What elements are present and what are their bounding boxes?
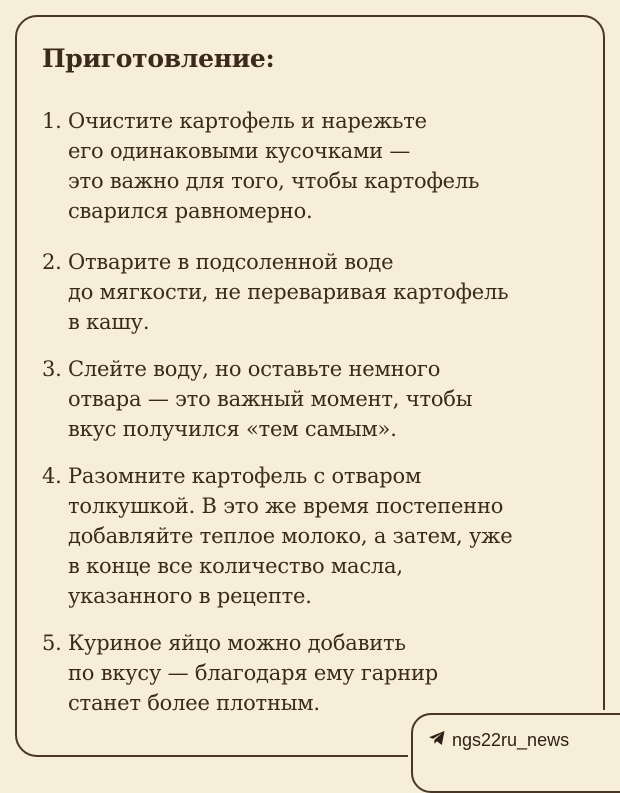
step-text: Очистите картофель и нарежьте его одинаковыми кусочками — это важно для того, чтобы картофель сварился равномерно.: [68, 109, 480, 223]
step-item: [42, 628, 582, 718]
step-number: 4.: [42, 464, 62, 488]
step-item: [42, 461, 582, 611]
step-item: [42, 106, 582, 226]
section-title: Приготовление:: [42, 44, 275, 73]
step-number: 2.: [42, 250, 62, 274]
step-number: 3.: [42, 357, 62, 381]
step-number: 5.: [42, 631, 62, 655]
step-item: [42, 354, 582, 444]
step-text: Слейте воду, но оставьте немного отвара — это важный момент, чтобы вкус получился «тем самым».: [68, 357, 473, 441]
step-text: Отварите в подсоленной воде до мягкости, не переваривая картофель в кашу.: [68, 250, 509, 334]
telegram-icon: [428, 730, 452, 751]
step-item: [42, 247, 582, 337]
step-number: 1.: [42, 109, 62, 133]
footer-tag-frame: [411, 713, 620, 793]
channel-link[interactable]: [428, 727, 569, 753]
channel-handle: ngs22ru_news: [452, 729, 570, 750]
step-text: Разомните картофель с отваром толкушкой. В это же время постепенно добавляйте теплое молоко, а затем, уже в конце все количество масла, указанного в рецепте.: [68, 464, 513, 608]
step-text: Куриное яйцо можно добавить по вкусу — благодаря ему гарнир станет более плотным.: [68, 631, 439, 715]
